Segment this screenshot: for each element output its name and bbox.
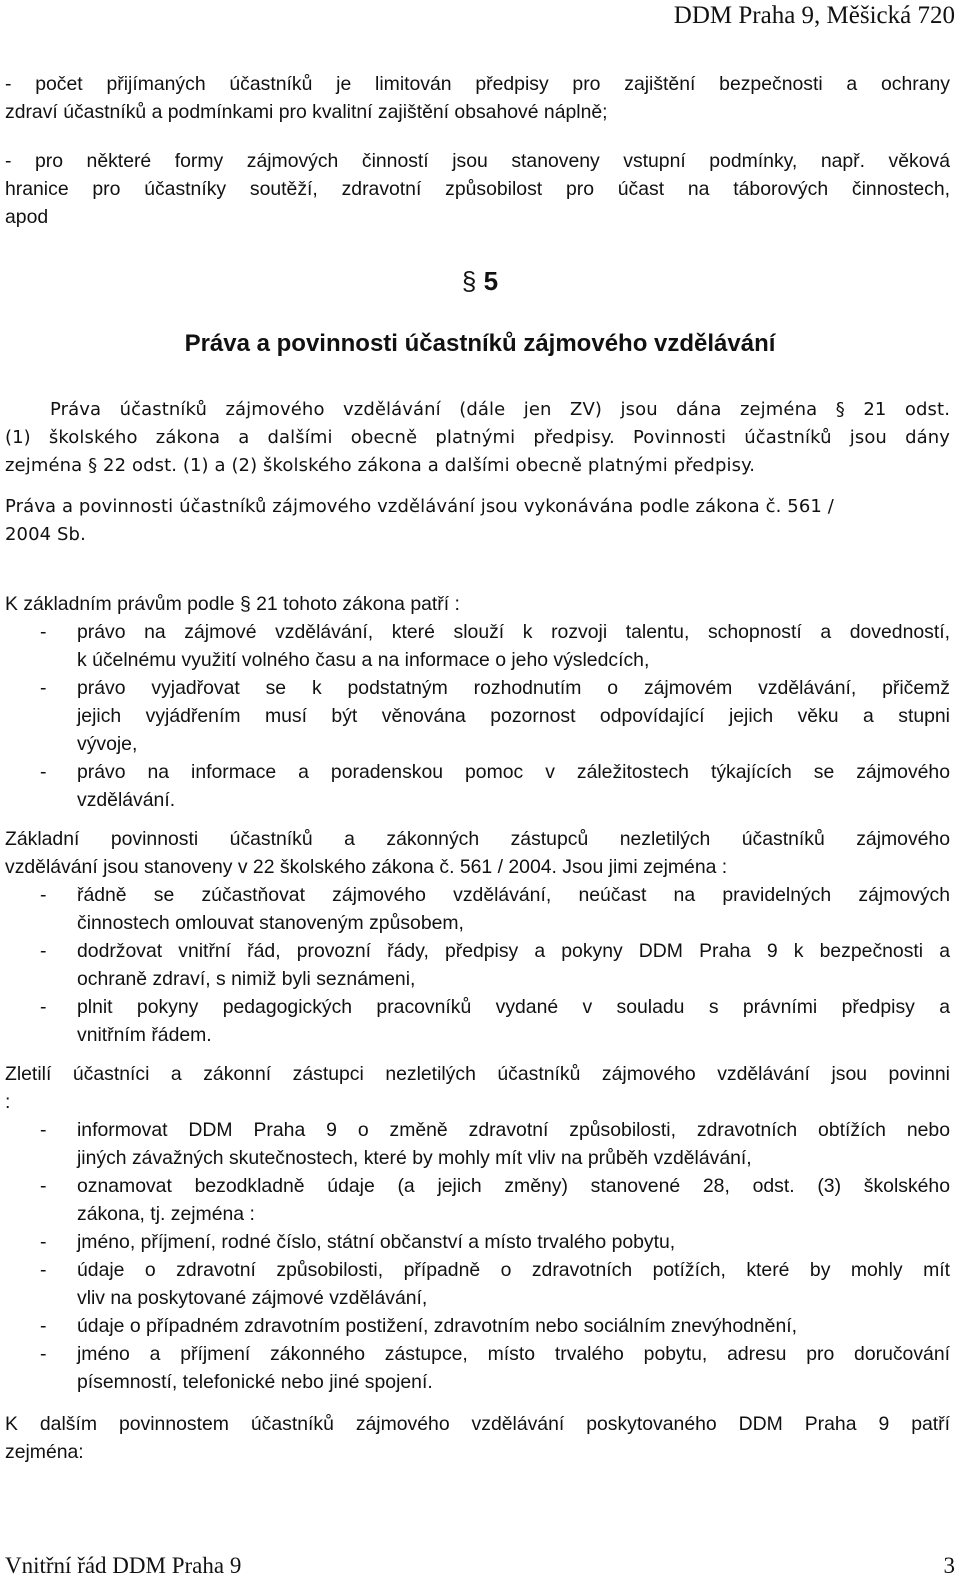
page-number: 3 bbox=[943, 1553, 955, 1578]
minor-duties-list bbox=[5, 1116, 950, 1396]
section-symbol: § bbox=[835, 399, 845, 420]
intro-item-1: - počet přijímaných účastníků je limitován předpisy pro zajištění bezpečnosti a ochrany zdraví účastníků a podmínkami pro kvalitní zajištění obsahové náplně; bbox=[5, 73, 950, 123]
list-item: - řádně se zúčastňovat zájmového vzdělávání, neúčast na pravidelných zájmových činnostech omlouvat stanoveným způsobem, bbox=[40, 884, 950, 934]
intro-item-2: - pro některé formy zájmových činností jsou stanoveny vstupní podmínky, např. věková hranice pro účastníky soutěží, zdravotní způsobilost pro účast na táborových činnostech, apod bbox=[5, 150, 950, 228]
page-footer-title: Vnitřní řád DDM Praha 9 bbox=[5, 1553, 242, 1578]
minor-duties-section: Zletilí účastníci a zákonní zástupci nezletilých účastníků zájmového vzdělávání jsou povinni : - informovat DDM Praha 9 o změně zdravotní způsobilosti, zdravotních obtížích nebo jiných závažných skutečnostech, které by mohly mít vliv na průběh vzdělávání, - oznamovat bezodkladně údaje (a jejich změny) stanovené 28, odst. (3) školského zákona, tj. zejména : - jméno, příjmení, rodné číslo, státní občanství a místo trvalého pobytu, - údaje o zdravotní způsobilosti, případně o zdravotních potížích, které by mohly mít vliv na poskytované zájmové vzdělávání, - údaje o případném zdravotním postižení, zdravotním nebo sociálním znevýhodnění, - jméno a příjmení zákonného zástupce, místo trvalého pobytu, adresu pro doručování písemností, telefonické nebo jiné spojení. bbox=[5, 1060, 950, 1396]
section-symbol: § bbox=[461, 266, 477, 296]
other-duties-section: K dalším povinnostem účastníků zájmového vzdělávání poskytovaného DDM Praha 9 patří zejména: bbox=[5, 1413, 950, 1463]
basic-duties-list bbox=[5, 881, 950, 1049]
list-item: - jméno, příjmení, rodné číslo, státní občanství a místo trvalého pobytu, bbox=[40, 1231, 676, 1253]
list-item: - dodržovat vnitřní řád, provozní řády, předpisy a pokyny DDM Praha 9 k bezpečnosti a ochraně zdraví, s nimiž byli seznámeni, bbox=[40, 940, 950, 990]
section-symbol: § bbox=[88, 455, 98, 476]
basic-rights-section bbox=[5, 590, 950, 814]
list-item: - údaje o případném zdravotním postižení, zdravotním nebo sociálním znevýhodnění, bbox=[40, 1315, 798, 1337]
list-item: - plnit pokyny pedagogických pracovníků vydané v souladu s právními předpisy a vnitřním řádem. bbox=[40, 996, 950, 1046]
list-item: - právo vyjadřovat se k podstatným rozhodnutím o zájmovém vzdělávání, přičemž jejich vyjádřením musí být věnována pozornost odpovídající jejich věku a stupni vývoje, bbox=[40, 677, 950, 755]
list-item: - právo na zájmové vzdělávání, které slouží k rozvoji talentu, schopností a dovedností, k účelnému využití volného času a na informace o jeho výsledcích, bbox=[40, 621, 950, 671]
section-number bbox=[0, 267, 960, 295]
page-header: DDM Praha 9, Měšická 720 bbox=[673, 2, 955, 29]
list-item: - právo na informace a poradenskou pomoc v záležitostech týkajících se zájmového vzdělávání. bbox=[40, 761, 950, 811]
basic-rights-list bbox=[5, 618, 950, 814]
section-title: Práva a povinnosti účastníků zájmového vzdělávání bbox=[184, 330, 776, 357]
rights-intro-paragraph: Práva účastníků zájmového vzdělávání (dále jen ZV) jsou dána zejména § 21 odst. (1) školského zákona a dalšími obecně platnými předpisy. Povinnosti účastníků jsou dány zejména § 22 odst. (1) a (2) školského zákona a dalšími obecně platnými předpisy. Práva a povinnosti účastníků zájmového vzdělávání jsou vykonávána podle zákona č. 561 / 2004 Sb. bbox=[5, 399, 951, 545]
section-symbol: § bbox=[239, 593, 251, 615]
list-item: - jméno a příjmení zákonného zástupce, místo trvalého pobytu, adresu pro doručování písemností, telefonické nebo jiné spojení. bbox=[40, 1343, 950, 1393]
list-item: - údaje o zdravotní způsobilosti, případně o zdravotních potížích, které by mohly mít vliv na poskytované zájmové vzdělávání, bbox=[40, 1259, 950, 1309]
list-item: - oznamovat bezodkladně údaje (a jejich změny) stanovené 28, odst. (3) školského zákona, tj. zejména : bbox=[40, 1175, 950, 1225]
section-number-value: 5 bbox=[476, 266, 499, 296]
basic-rights-intro: K základním právům podle § 21 tohoto zákona patří : bbox=[5, 593, 460, 615]
list-item: - informovat DDM Praha 9 o změně zdravotní způsobilosti, zdravotních obtížích nebo jiných závažných skutečnostech, které by mohly mít vliv na průběh vzdělávání, bbox=[40, 1119, 950, 1169]
basic-duties-section: Základní povinnosti účastníků a zákonných zástupců nezletilých účastníků zájmového vzdělávání jsou stanoveny v 22 školského zákona č. 561 / 2004. Jsou jimi zejména : - řádně se zúčastňovat zájmového vzdělávání, neúčast na pravidelných zájmových činnostech omlouvat stanoveným způsobem, - dodržovat vnitřní řád, provozní řády, předpisy a pokyny DDM Praha 9 k bezpečnosti a ochraně zdraví, s nimiž byli seznámeni, - plnit pokyny pedagogických pracovníků vydané v souladu s právními předpisy a vnitřním řádem. bbox=[5, 825, 950, 1049]
